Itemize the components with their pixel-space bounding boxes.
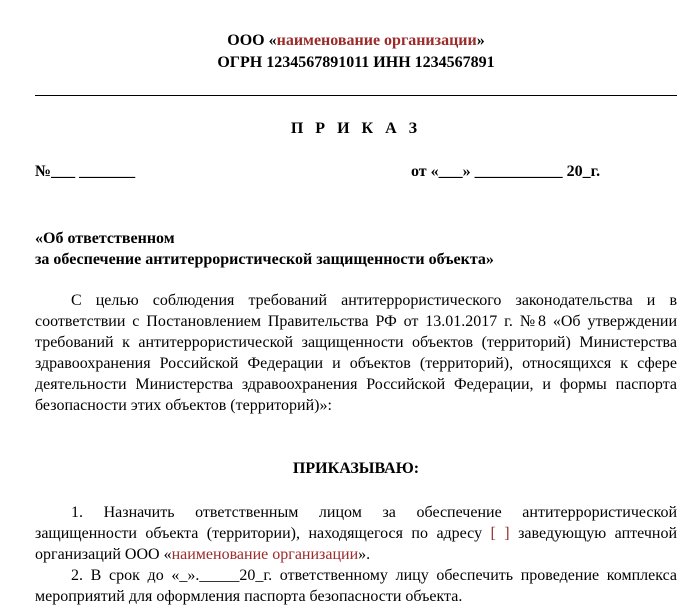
document-title: П Р И К А З bbox=[290, 120, 422, 137]
order-number-field: №___ _______ bbox=[35, 163, 136, 180]
order-item-1-text-c: ». bbox=[358, 546, 371, 563]
org-name-placeholder-inline: наименование организации bbox=[171, 546, 359, 563]
order-item-2: 2. В срок до «_»._____20_г. ответственному лицу обеспечить проведение комплекса мероприятий для оформления паспорта безопасности объекта. bbox=[35, 567, 677, 605]
org-name-suffix: » bbox=[476, 32, 485, 49]
registration-numbers: ОГРН 1234567891011 ИНН 1234567891 bbox=[217, 54, 495, 71]
header-divider bbox=[35, 95, 677, 96]
organization-name-line bbox=[35, 30, 677, 52]
organization-header bbox=[35, 30, 677, 74]
org-name-placeholder: наименование организации bbox=[276, 32, 477, 49]
order-item-1-text-b: заведующую аптечной организаций ООО « bbox=[35, 525, 678, 563]
preamble-paragraph: С целью соблюдения требований антитеррористического законодательства и в соответствии с Постановлением Правительства РФ от 13.01.2017 г. №8 «Об утверждении требований к антитеррористической защищенности объектов (территорий) Министерства здравоохранения Российской Федерации и объектов (территорий), относящихся к сфере деятельности Министерства здравоохранения Российской Федерации, и формы паспорта безопасности этих объектов (территорий)»: bbox=[35, 292, 677, 414]
org-name-prefix: ООО « bbox=[227, 32, 277, 49]
order-subject-line-2: за обеспечение антитеррористической защищенности объекта» bbox=[35, 251, 494, 268]
order-subject-line-1: «Об ответственном bbox=[35, 230, 175, 247]
order-item-1 bbox=[35, 502, 677, 565]
order-date-field: от «___» ___________ 20_г. bbox=[411, 163, 601, 180]
document-page bbox=[35, 0, 677, 612]
address-placeholder: [ ] bbox=[490, 525, 510, 542]
order-subject bbox=[35, 228, 494, 270]
order-directive-heading: ПРИКАЗЫВАЮ: bbox=[292, 460, 420, 477]
order-item-1-text-a: 1. Назначить ответственным лицом за обеспечение антитеррористической защищенности объекта (территории), находящегося по адресу bbox=[35, 504, 677, 542]
